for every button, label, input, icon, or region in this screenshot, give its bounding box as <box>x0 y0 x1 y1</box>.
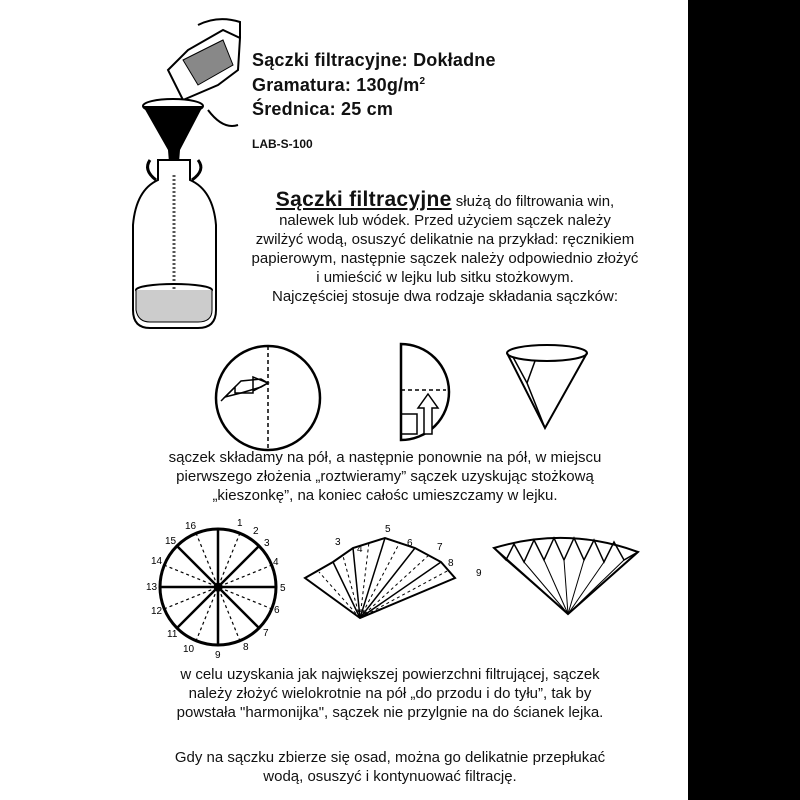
intro-paragraph: Sączki filtracyjne służą do filtrowania win, nalewek lub wódek. Przed użyciem sączek należy zwilżyć wodą, osuszyć delikatnie na przykład: ręcznikiem papierowym, następnie sączek należy odpowiednio złożyć i umieścić w lejku lub sitku stożkowym. Najczęściej stosuje dwa rodzaje składania sączków: <box>251 188 639 305</box>
fold-number: 13 <box>146 582 158 593</box>
intro-lead: Sączki filtracyjne <box>275 188 452 211</box>
fold-number: 8 <box>448 558 454 569</box>
fold-number: 10 <box>183 644 195 655</box>
product-code: LAB-S-100 <box>252 137 313 151</box>
header-diameter: Średnica: 25 cm <box>252 99 394 119</box>
fold-number: 4 <box>273 557 279 568</box>
fold-half-diagram <box>396 342 456 442</box>
fold-number: 5 <box>385 524 391 535</box>
harmonica-filter-diagram <box>472 530 652 630</box>
fold-number: 12 <box>151 606 163 617</box>
fold-number: 14 <box>151 556 163 567</box>
fold-number: 2 <box>253 526 259 537</box>
cone-diagram <box>505 343 595 433</box>
method2-text: w celu uzyskania jak największej powierzchni filtrującej, sączek należy złożyć wielokrotnie na pół „do przodu i do tyłu”, tak by powstała "harmonijka", sączek nie przylgnie na do ścianek lejka. <box>176 666 604 721</box>
fold-circle-diagram <box>213 343 323 453</box>
fold-number: 6 <box>274 605 280 616</box>
fold-number: 7 <box>263 628 269 639</box>
pleated-fan-diagram <box>295 520 465 630</box>
fold-number: 1 <box>237 518 243 529</box>
fold-number: 16 <box>185 521 197 532</box>
fold-number: 8 <box>243 642 249 653</box>
fold-number: 3 <box>264 538 270 549</box>
fold-number: 9 <box>215 650 221 661</box>
fold-number: 7 <box>437 542 443 553</box>
fold-number: 6 <box>407 538 413 549</box>
fold-number: 15 <box>165 536 177 547</box>
fold-number: 5 <box>280 583 286 594</box>
closing-text: Gdy na sączku zbierze się osad, można go delikatnie przepłukać wodą, osuszyć i kontynuować filtrację. <box>174 749 606 785</box>
fold-number: 4 <box>357 544 363 555</box>
fold-number: 9 <box>476 568 482 579</box>
header-grammage: Gramatura: $130g/m^2$ <box>252 75 426 95</box>
fold-number: 3 <box>335 537 341 548</box>
fold-number: 11 <box>167 629 178 640</box>
method1-text: sączek składamy na pół, a następnie ponownie na pół, w miejscu pierwszego złożenia „roztwieramy” sączek uzyskując stożkową „kieszonkę”, na koniec całośc umieszczamy w lejku. <box>168 449 602 504</box>
header-type: Sączki filtracyjne: Dokładne <box>252 50 496 70</box>
sixteen-fold-circle-diagram <box>143 512 293 662</box>
